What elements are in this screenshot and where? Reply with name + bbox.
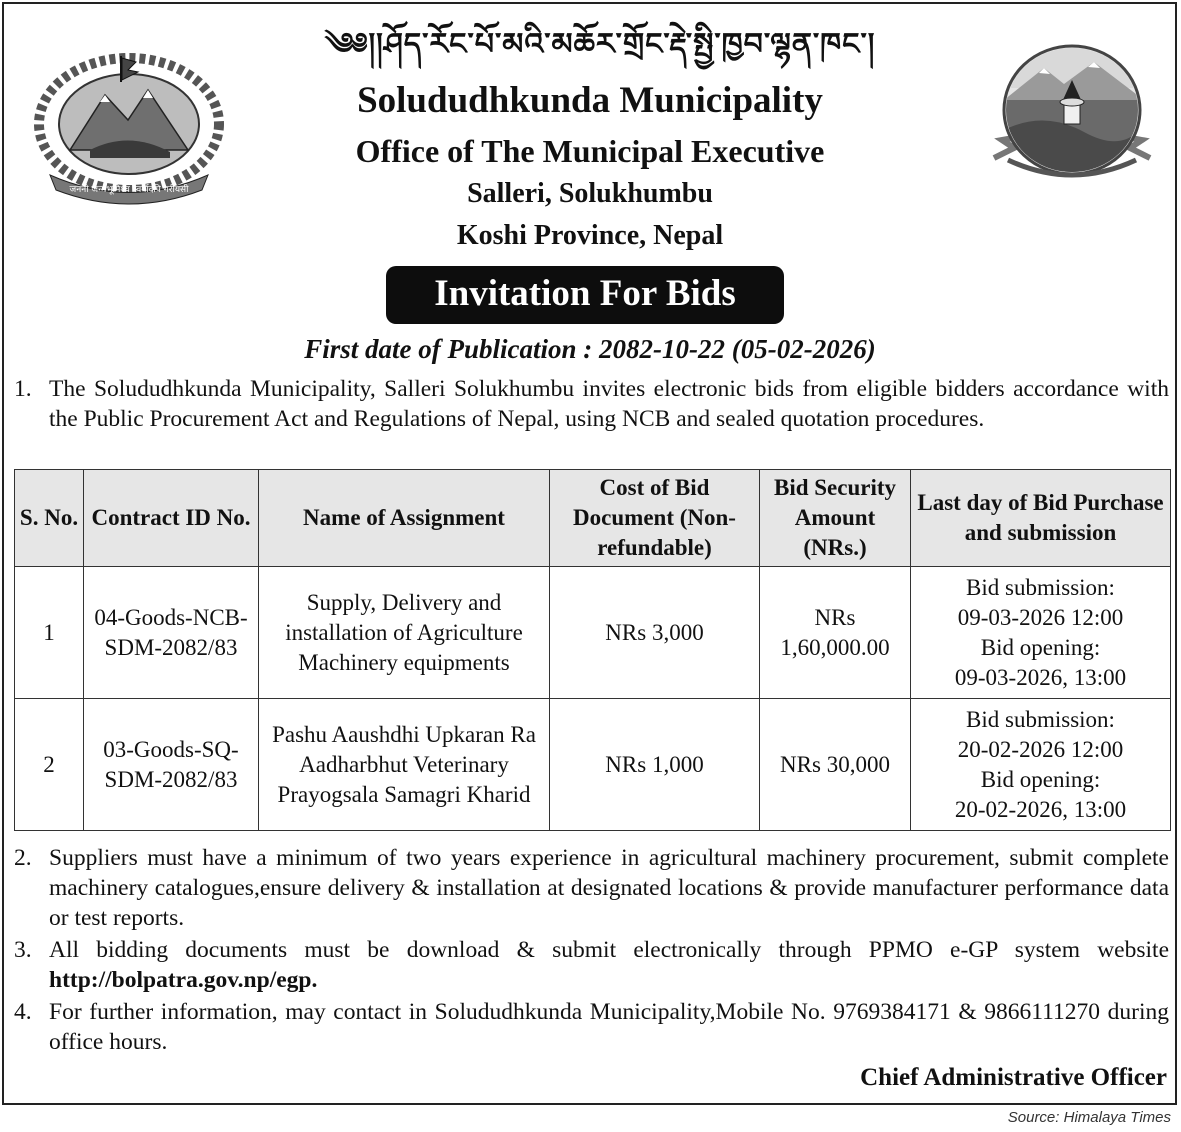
paragraph-number: 1.: [14, 376, 32, 402]
submission-label: Bid submission:: [966, 574, 1115, 600]
cell-dates: [911, 567, 1171, 699]
col-header-sno: S. No.: [15, 470, 84, 567]
table-row: [15, 567, 1171, 699]
paragraph-2: [14, 843, 1169, 933]
cell-security: NRs 1,60,000.00: [760, 567, 911, 699]
cell-cost: NRs 1,000: [550, 699, 760, 831]
paragraph-3: [14, 935, 1169, 995]
signature-title: Chief Administrative Officer: [860, 1064, 1167, 1091]
municipality-logo-icon: [984, 40, 1160, 190]
paragraph-1: [14, 374, 1169, 434]
cell-assignment: Pashu Aaushdhi Upkaran Ra Aadharbhut Veterinary Prayogsala Samagri Kharid: [259, 699, 550, 831]
cell-sno: 1: [15, 567, 84, 699]
col-header-last-day: Last day of Bid Purchase and submission: [911, 470, 1171, 567]
cell-dates: [911, 699, 1171, 831]
opening-date: 09-03-2026, 13:00: [954, 664, 1127, 690]
egp-website-link[interactable]: http://bolpatra.gov.np/egp.: [49, 967, 318, 993]
cell-assignment: Supply, Delivery and installation of Agriculture Machinery equipments: [259, 567, 550, 699]
paragraph-text-body: All bidding documents must be download & submit electronically through PPMO e-GP system website: [49, 937, 1169, 963]
cell-contract-id: 03-Goods-SQ-SDM-2082/83: [84, 699, 259, 831]
municipality-name: Solududhkunda Municipality: [357, 80, 823, 121]
notice-title-banner: Invitation For Bids: [386, 266, 784, 324]
opening-date: 20-02-2026, 13:00: [954, 796, 1127, 822]
paragraph-number: 3.: [14, 937, 32, 963]
submission-date: 09-03-2026 12:00: [957, 604, 1124, 630]
publication-date: First date of Publication : 2082-10-22 (05-02-2026): [304, 334, 876, 364]
submission-date: 20-02-2026 12:00: [957, 736, 1124, 762]
cell-sno: 2: [15, 699, 84, 831]
opening-label: Bid opening:: [980, 634, 1101, 660]
cell-security: NRs 30,000: [760, 699, 911, 831]
emblem-motto: जननी जन्मभूमिश्च स्वर्गादपि गरीयसी: [69, 185, 189, 195]
bid-table: [14, 469, 1171, 831]
paragraph-4: [14, 997, 1169, 1057]
table-row: [15, 699, 1171, 831]
cell-cost: NRs 3,000: [550, 567, 760, 699]
col-header-cost: Cost of Bid Document (Non-refundable): [550, 470, 760, 567]
office-name: Office of The Municipal Executive: [355, 133, 825, 169]
col-header-assignment: Name of Assignment: [259, 470, 550, 567]
paragraph-number: 2.: [14, 845, 32, 871]
paragraph-text: For further information, may contact in Solududhkunda Municipality,Mobile No. 9769384171 & 9866111270 during office hours.: [49, 999, 1169, 1055]
paragraph-text: The Solududhkunda Municipality, Salleri Solukhumbu invites electronic bids from eligible bidders accordance with the Public Procurement Act and Regulations of Nepal, using NCB and sealed quotation procedures.: [49, 376, 1169, 432]
table-header-row: [15, 470, 1171, 567]
paragraph-text: [49, 935, 1169, 995]
source-credit: Source: Himalaya Times: [1007, 1109, 1171, 1126]
nepal-coat-of-arms-icon: [30, 40, 228, 208]
opening-label: Bid opening:: [980, 766, 1101, 792]
paragraph-text: Suppliers must have a minimum of two years experience in agricultural machinery procurement, submit complete machinery catalogues,ensure delivery & installation at designated locations & provide manufacturer performance data or test reports.: [49, 845, 1169, 931]
tibetan-heading: ༄༅།།ཤོད་རོང་པོ་མའི་མཆོར་གྲོང་རྡེ་སྤྱི་ཁྱབ་ལྷན་ཁང་།: [324, 27, 876, 62]
col-header-contract-id: Contract ID No.: [84, 470, 259, 567]
submission-label: Bid submission:: [966, 706, 1115, 732]
paragraph-number: 4.: [14, 999, 32, 1025]
office-location: Salleri, Solukhumbu: [467, 178, 713, 209]
cell-contract-id: 04-Goods-NCB-SDM-2082/83: [84, 567, 259, 699]
province-name: Koshi Province, Nepal: [456, 220, 724, 251]
col-header-security: Bid Security Amount (NRs.): [760, 470, 911, 567]
